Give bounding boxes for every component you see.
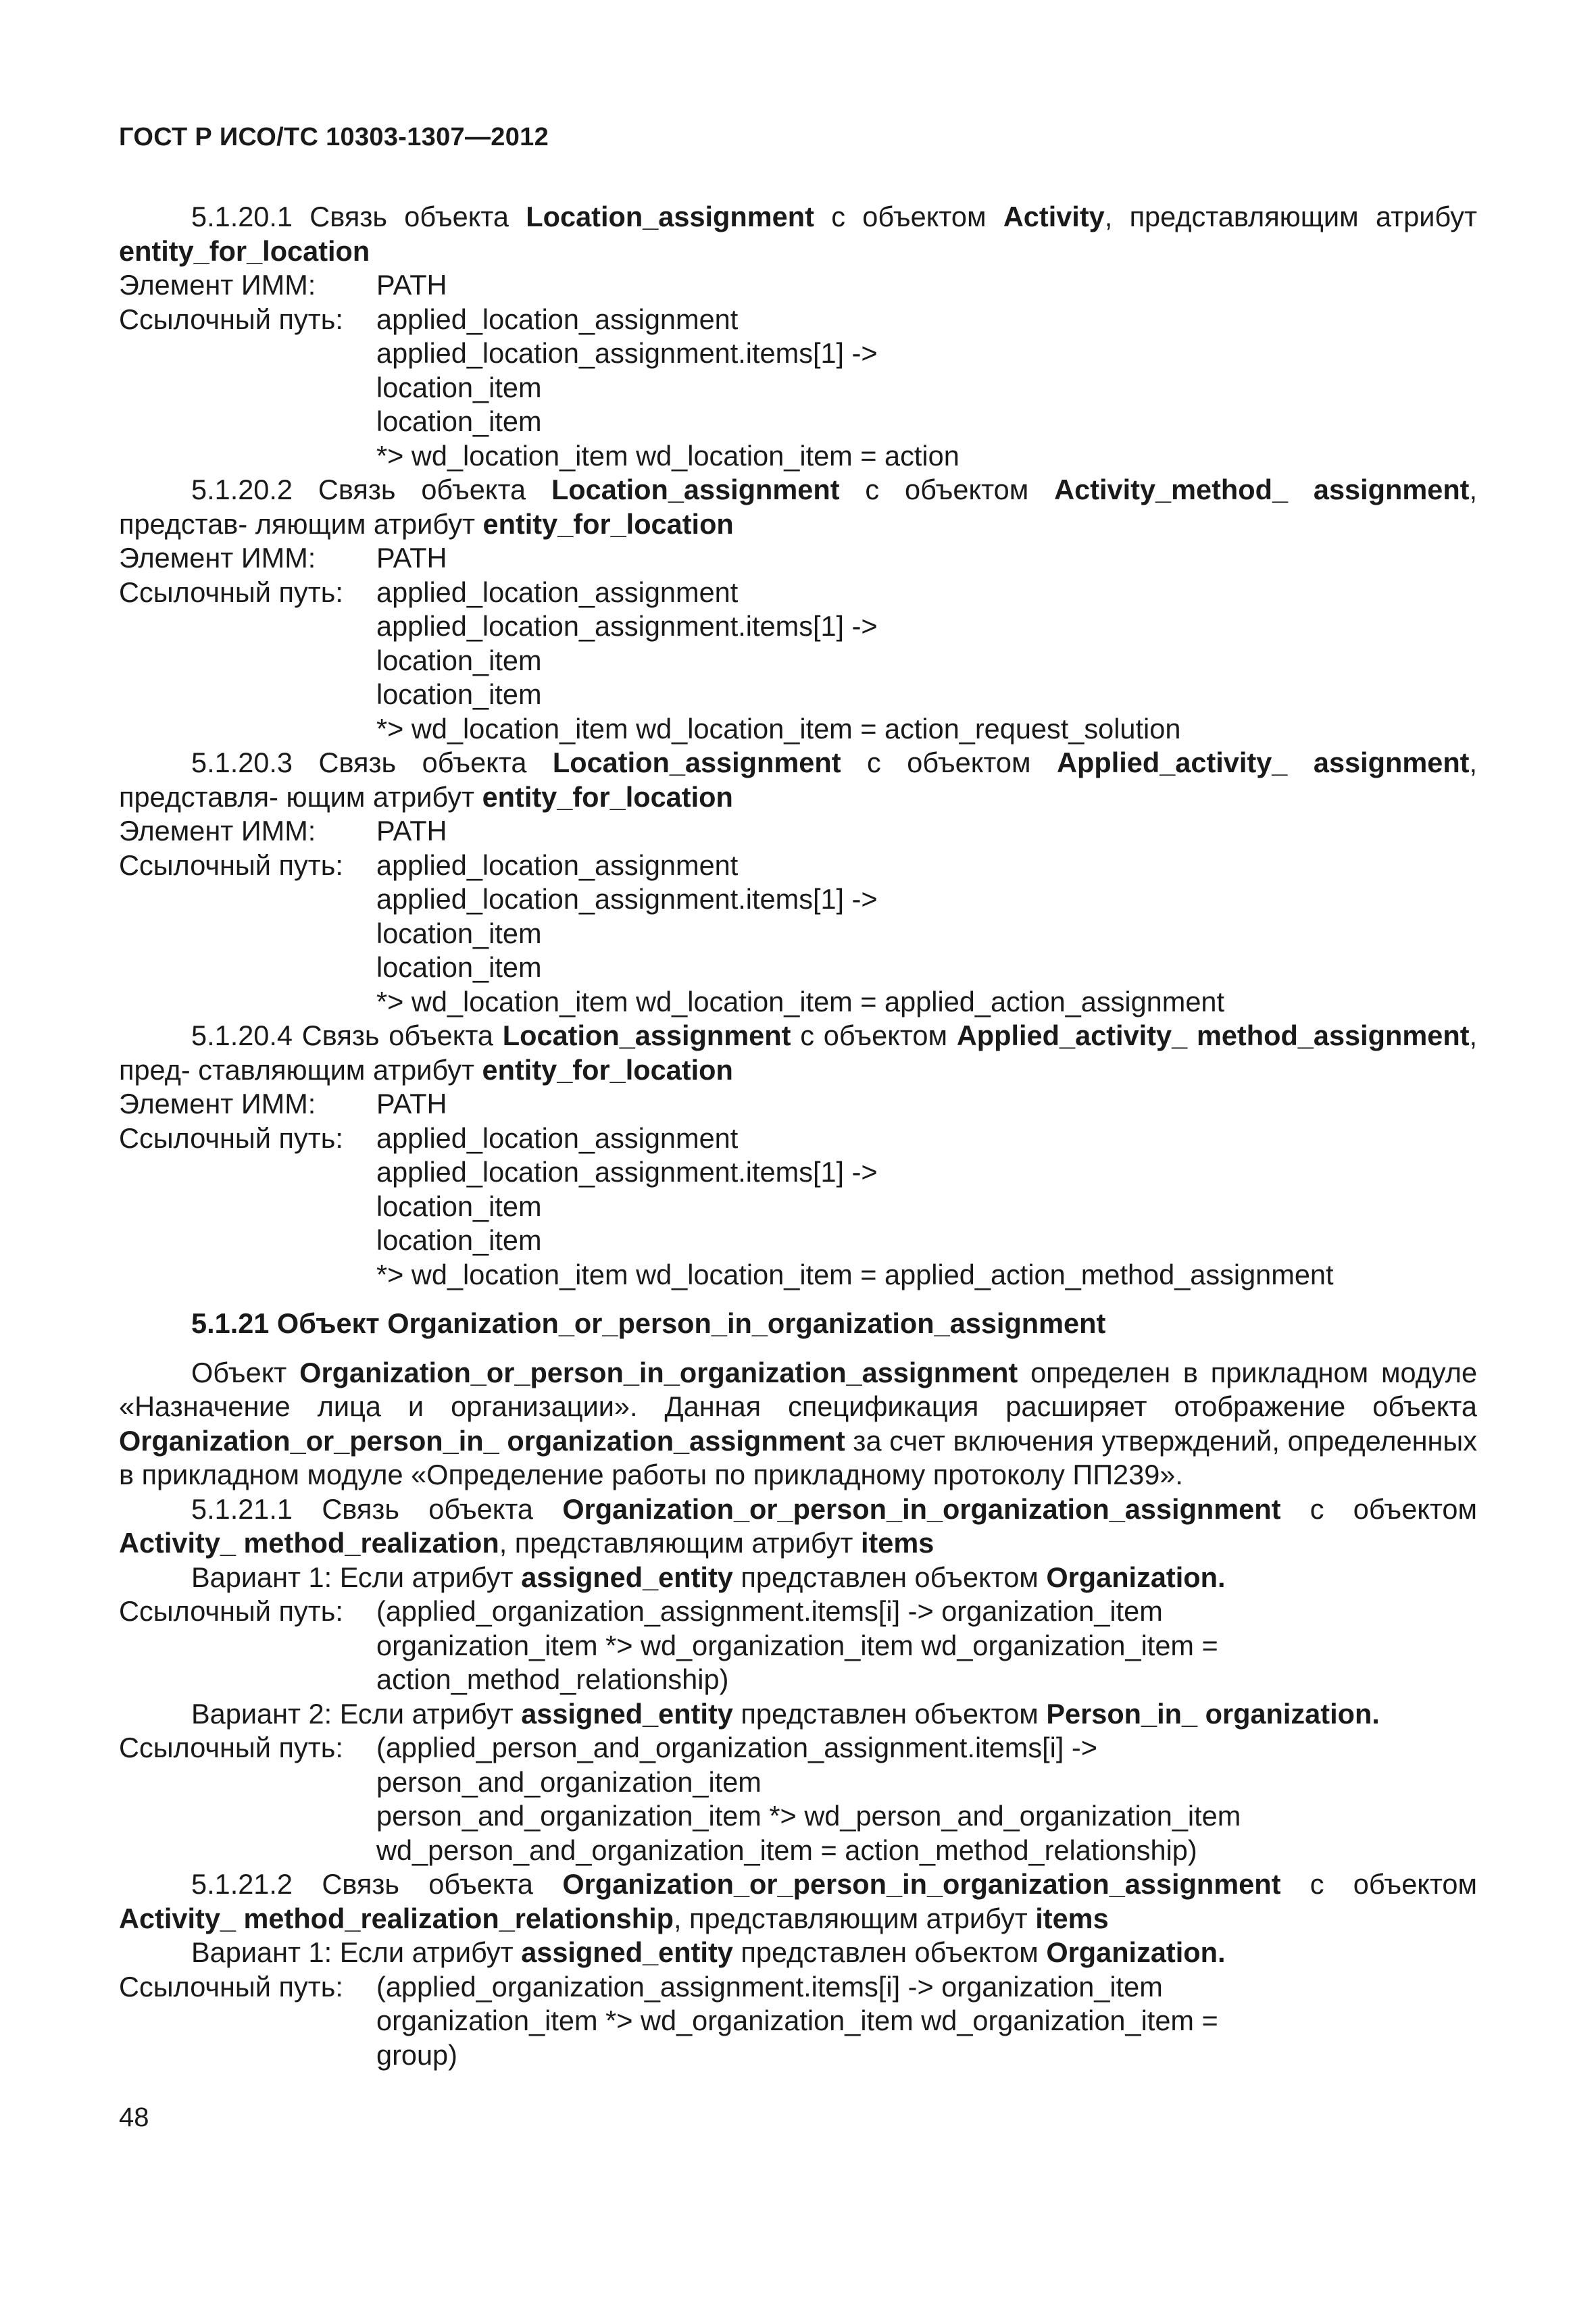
entity-name: Person_in_ organization.: [1046, 1697, 1380, 1730]
clause-text: Связь объекта: [309, 201, 509, 232]
entity-name: Location_assignment: [552, 747, 841, 778]
clause-number: 5.1.21.2: [191, 1868, 293, 1900]
imm-element-line: [119, 268, 1477, 303]
attribute-name: assigned_entity: [521, 1936, 733, 1968]
reference-path-label: Ссылочный путь:: [119, 1595, 343, 1627]
clause-text: с объектом: [1310, 1868, 1478, 1900]
clause-5-1-21-2-title: [119, 1867, 1477, 1936]
imm-value: PATH: [376, 542, 447, 574]
clause-text: , представляющим атрибут: [1104, 201, 1477, 232]
path-line: applied_location_assignment.items[1] ->: [376, 337, 878, 369]
entity-name: Organization_or_person_in_organization_assignment: [299, 1356, 1018, 1388]
clause-number: 5.1.20.4: [191, 1020, 293, 1051]
path-line: (applied_person_and_organization_assignment.items[i] ->: [376, 1732, 1097, 1763]
attribute-name: entity_for_location: [482, 780, 733, 813]
imm-value: PATH: [376, 269, 447, 301]
imm-label: Элемент ИММ:: [119, 542, 316, 574]
reference-path-line: [119, 1122, 1477, 1156]
entity-name: Location_assignment: [502, 1020, 791, 1051]
path-line: applied_location_assignment: [376, 1122, 739, 1154]
clause-number: 5.1.20.1: [191, 201, 293, 232]
variant-1-line: [119, 1936, 1477, 1970]
path-line: *> wd_location_item wd_location_item = action: [376, 439, 959, 472]
target-entity: Activity_ method_realization_relationship: [119, 1902, 674, 1934]
reference-path-label: Ссылочный путь:: [119, 1122, 343, 1154]
variant-2-line: [119, 1697, 1477, 1732]
path-line: location_item: [376, 1190, 542, 1222]
path-line: (applied_organization_assignment.items[i] -> organization_item: [376, 1595, 1163, 1627]
clause-text: с объектом: [800, 1020, 948, 1051]
imm-label: Элемент ИММ:: [119, 1088, 316, 1120]
clause-text: Связь объекта: [301, 1020, 493, 1051]
clause-5-1-20-1-title: [119, 200, 1477, 268]
imm-element-line: [119, 541, 1477, 576]
clause-5-1-20-2-title: [119, 473, 1477, 541]
reference-path-label: Ссылочный путь:: [119, 1970, 343, 2003]
target-entity: Activity: [1003, 201, 1105, 232]
path-line: wd_person_and_organization_item = action_method_relationship): [376, 1834, 1197, 1866]
path-line: applied_location_assignment: [376, 303, 739, 335]
section-5-1-21-intro: [119, 1356, 1477, 1492]
target-entity: Activity_method_ assignment: [1054, 474, 1470, 505]
reference-path-label: Ссылочный путь:: [119, 849, 343, 881]
clause-text: , представ-: [119, 474, 1478, 540]
attribute-name: assigned_entity: [521, 1697, 733, 1730]
reference-path-line: [119, 1594, 1477, 1629]
target-entity: Applied_activity_ method_assignment: [956, 1020, 1470, 1051]
path-line: location_item: [376, 917, 542, 949]
path-line: *> wd_location_item wd_location_item = action_request_solution: [376, 712, 1181, 745]
path-line: action_method_relationship): [376, 1663, 729, 1695]
entity-name: Organization.: [1046, 1936, 1226, 1968]
clause-text: ляющим атрибут: [255, 507, 475, 540]
clause-text: , представляющим атрибут: [499, 1527, 853, 1559]
clause-text: , пред-: [119, 1020, 1478, 1086]
entity-name: Location_assignment: [551, 474, 840, 505]
variant-text: Вариант 2: Если атрибут: [191, 1697, 514, 1730]
target-entity: Applied_activity_ assignment: [1057, 747, 1470, 778]
entity-name: Organization_or_person_in_ organization_assignment: [119, 1424, 845, 1457]
attribute-name: entity_for_location: [119, 234, 370, 267]
entity-name: Organization_or_person_in_organization_assignment: [562, 1492, 1281, 1525]
paragraph-text: определен в прикладном модуле «Назначение лица и организации». Данная спецификация расширяет отображение объекта: [119, 1356, 1478, 1422]
path-line: *> wd_location_item wd_location_item = applied_action_assignment: [376, 985, 1225, 1017]
reference-path-label: Ссылочный путь:: [119, 576, 343, 608]
imm-value: PATH: [376, 815, 447, 847]
attribute-name: items: [1035, 1902, 1109, 1934]
clause-text: с объектом: [867, 747, 1031, 778]
path-line: organization_item *> wd_organization_item wd_organization_item =: [376, 2005, 1218, 2036]
path-line: location_item: [376, 678, 542, 710]
path-line: applied_location_assignment: [376, 576, 739, 608]
entity-name: Location_assignment: [526, 201, 814, 232]
paragraph-text: Объект: [191, 1356, 287, 1388]
path-line: location_item: [376, 371, 542, 403]
reference-path-line: [119, 576, 1477, 610]
path-line: location_item: [376, 644, 542, 676]
imm-value: PATH: [376, 1088, 447, 1120]
variant-text: представлен объектом: [741, 1936, 1039, 1968]
path-line: applied_location_assignment: [376, 849, 739, 881]
entity-name: Organization_or_person_in_organization_assignment: [562, 1868, 1281, 1900]
clause-text: , представляющим атрибут: [673, 1902, 1028, 1934]
reference-path-line: [119, 849, 1477, 883]
variant-text: Вариант 1: Если атрибут: [191, 1561, 514, 1593]
path-line: applied_location_assignment.items[1] ->: [376, 610, 878, 642]
clause-text: Связь объекта: [318, 474, 526, 505]
imm-label: Элемент ИММ:: [119, 815, 316, 847]
attribute-name: items: [860, 1527, 934, 1559]
clause-5-1-21-1-title: [119, 1492, 1477, 1561]
clause-text: ющим атрибут: [286, 780, 475, 813]
path-line: location_item: [376, 1224, 542, 1256]
clause-text: Связь объекта: [318, 747, 527, 778]
path-line: *> wd_location_item wd_location_item = applied_action_method_assignment: [376, 1258, 1334, 1290]
attribute-name: assigned_entity: [521, 1561, 733, 1593]
clause-number: 5.1.20.3: [191, 747, 293, 778]
attribute-name: entity_for_location: [482, 1053, 733, 1086]
reference-path-label: Ссылочный путь:: [119, 1732, 343, 1763]
reference-path-line: [119, 303, 1477, 337]
paragraph-text: за счет включения утверждений, определенных в прикладном модуле «Определение работы по прикладному протоколу ПП239».: [119, 1424, 1477, 1490]
clause-number: 5.1.20.2: [191, 474, 293, 505]
imm-element-line: [119, 814, 1477, 849]
variant-1-line: [119, 1561, 1477, 1595]
clause-text: ставляющим атрибут: [198, 1053, 475, 1086]
document-body: [119, 200, 1477, 2072]
path-line: organization_item *> wd_organization_item wd_organization_item =: [376, 1629, 1218, 1661]
path-line: applied_location_assignment.items[1] ->: [376, 1156, 878, 1188]
path-line: location_item: [376, 405, 542, 437]
section-5-1-21-heading: 5.1.21 Объект Organization_or_person_in_organization_assignment: [191, 1307, 1106, 1339]
reference-path-line: [119, 1731, 1477, 1765]
variant-text: Вариант 1: Если атрибут: [191, 1936, 514, 1968]
clause-number: 5.1.21.1: [191, 1492, 293, 1525]
path-line: person_and_organization_item: [376, 1765, 762, 1798]
path-line: person_and_organization_item *> wd_person_and_organization_item: [376, 1800, 1241, 1832]
path-line: applied_location_assignment.items[1] ->: [376, 883, 878, 915]
path-line: location_item: [376, 951, 542, 983]
reference-path-line: [119, 1970, 1477, 2005]
entity-name: Organization.: [1046, 1561, 1226, 1593]
clause-text: с объектом: [1310, 1492, 1478, 1525]
target-entity: Activity_ method_realization: [119, 1527, 499, 1559]
clause-5-1-20-4-title: [119, 1019, 1477, 1087]
variant-text: представлен объектом: [741, 1561, 1039, 1593]
imm-label: Элемент ИММ:: [119, 269, 316, 301]
reference-path-label: Ссылочный путь:: [119, 303, 343, 335]
clause-text: Связь объекта: [322, 1492, 534, 1525]
variant-text: представлен объектом: [741, 1697, 1039, 1730]
document-header: ГОСТ Р ИСО/ТС 10303-1307—2012: [119, 123, 549, 151]
path-line: group): [376, 2038, 457, 2071]
clause-text: с объектом: [831, 201, 987, 232]
page-number: 48: [119, 2103, 149, 2132]
attribute-name: entity_for_location: [482, 507, 734, 540]
imm-element-line: [119, 1087, 1477, 1122]
clause-5-1-20-3-title: [119, 746, 1477, 814]
clause-text: , представля-: [119, 747, 1478, 813]
clause-text: Связь объекта: [322, 1868, 534, 1900]
path-line: (applied_organization_assignment.items[i] -> organization_item: [376, 1970, 1163, 2003]
clause-text: с объектом: [865, 474, 1029, 505]
